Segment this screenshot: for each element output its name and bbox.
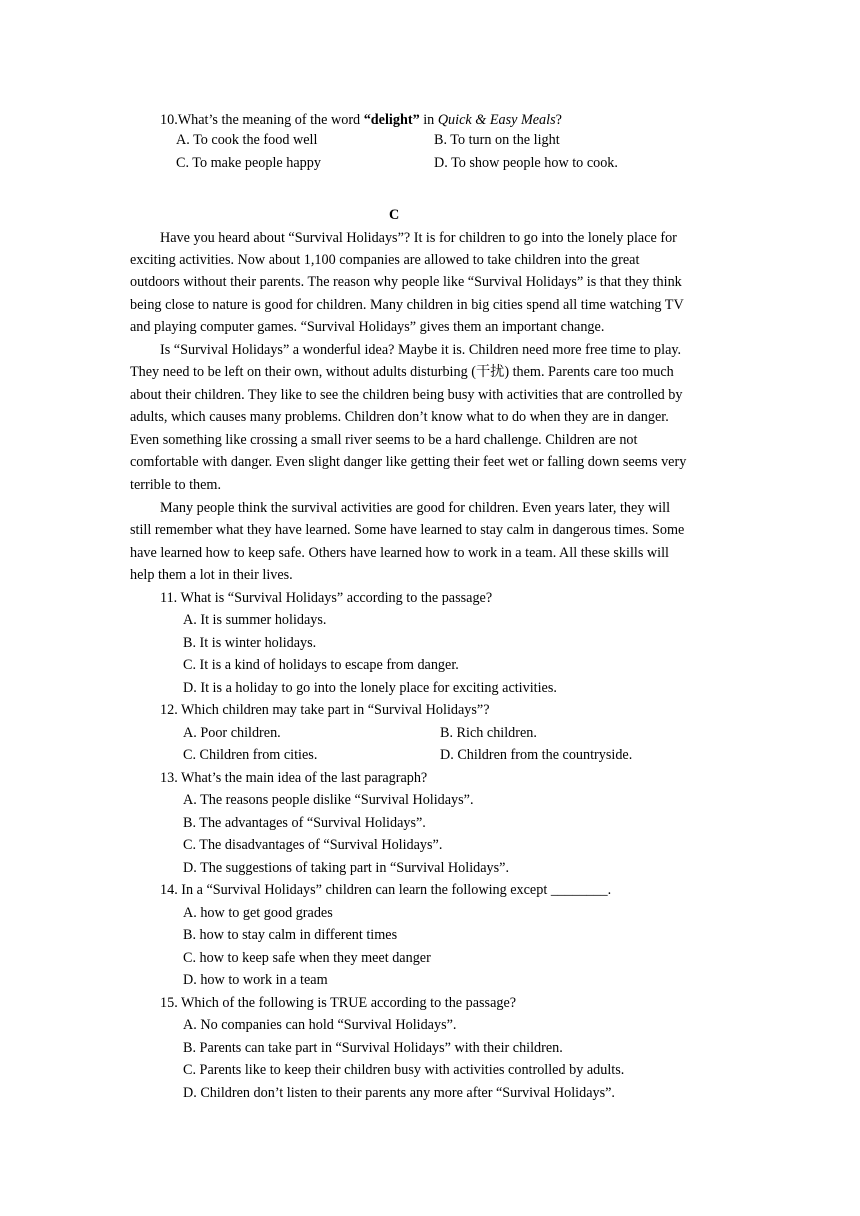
passage-p2-line: They need to be left on their own, without adults disturbing (干扰) them. Parents care too much xyxy=(130,364,674,380)
question-15-option-d: D. Children don’t listen to their parents any more after “Survival Holidays”. xyxy=(183,1085,615,1101)
question-10-option-b: B. To turn on the light xyxy=(434,132,560,148)
passage-p1-line: outdoors without their parents. The reason why people like “Survival Holidays” is that they think xyxy=(130,274,682,290)
question-10-keyword: “delight” xyxy=(363,112,420,128)
question-10-source-title: Quick & Easy Meals xyxy=(437,112,556,128)
question-10-stem-mid: in xyxy=(419,112,438,128)
question-15-option-a: A. No companies can hold “Survival Holidays”. xyxy=(183,1017,457,1033)
passage-p3-line: help them a lot in their lives. xyxy=(130,567,293,583)
question-13-option-b: B. The advantages of “Survival Holidays”. xyxy=(183,815,426,831)
passage-p2-line: Is “Survival Holidays” a wonderful idea? Maybe it is. Children need more free time to play. xyxy=(160,342,682,358)
passage-p1-line: exciting activities. Now about 1,100 companies are allowed to take children into the great xyxy=(130,252,640,268)
question-13-option-c: C. The disadvantages of “Survival Holidays”. xyxy=(183,837,443,853)
question-10-option-a: A. To cook the food well xyxy=(176,132,318,148)
question-14-option-a: A. how to get good grades xyxy=(183,905,333,921)
question-11-option-c: C. It is a kind of holidays to escape from danger. xyxy=(183,657,459,673)
question-10-stem-suffix: ? xyxy=(555,112,562,128)
question-11-option-b: B. It is winter holidays. xyxy=(183,635,317,651)
passage-p1-line: being close to nature is good for children. Many children in big cities spend all time watching TV xyxy=(130,297,684,313)
question-11-option-a: A. It is summer holidays. xyxy=(183,612,327,628)
passage-p1-line: Have you heard about “Survival Holidays”? It is for children to go into the lonely place for xyxy=(160,230,677,246)
question-12-option-c: C. Children from cities. xyxy=(183,747,318,763)
question-15-stem: 15. Which of the following is TRUE according to the passage? xyxy=(160,995,517,1011)
question-11-stem: 11. What is “Survival Holidays” according to the passage? xyxy=(160,590,493,606)
question-10-option-c: C. To make people happy xyxy=(176,155,321,171)
passage-p3-line: Many people think the survival activities are good for children. Even years later, they will xyxy=(160,500,671,516)
question-12-option-d: D. Children from the countryside. xyxy=(440,747,633,763)
section-heading: C xyxy=(389,207,400,223)
question-13-option-a: A. The reasons people dislike “Survival Holidays”. xyxy=(183,792,474,808)
passage-p3-line: still remember what they have learned. Some have learned to stay calm in dangerous times. Some xyxy=(130,522,685,538)
passage-p2-line: about their children. They like to see the children being busy with activities that are controlled by xyxy=(130,387,683,403)
question-11-option-d: D. It is a holiday to go into the lonely place for exciting activities. xyxy=(183,680,557,696)
question-10-stem-prefix: 10.What’s the meaning of the word xyxy=(160,112,364,128)
passage-p2-line: Even something like crossing a small river seems to be a hard challenge. Children are not xyxy=(130,432,638,448)
question-14-option-b: B. how to stay calm in different times xyxy=(183,927,398,943)
question-12-option-a: A. Poor children. xyxy=(183,725,281,741)
passage-p2-line: adults, which causes many problems. Children don’t know what to do when they are in danger. xyxy=(130,409,669,425)
question-10-option-d: D. To show people how to cook. xyxy=(434,155,618,171)
passage-p3-line: have learned how to keep safe. Others have learned how to work in a team. All these skills will xyxy=(130,545,669,561)
question-13-option-d: D. The suggestions of taking part in “Survival Holidays”. xyxy=(183,860,510,876)
question-15-option-b: B. Parents can take part in “Survival Holidays” with their children. xyxy=(183,1040,563,1056)
question-14-stem: 14. In a “Survival Holidays” children can learn the following except ________. xyxy=(160,882,612,898)
passage-p2-line: comfortable with danger. Even slight danger like getting their feet wet or falling down seems very xyxy=(130,454,687,470)
question-12-stem: 12. Which children may take part in “Survival Holidays”? xyxy=(160,702,490,718)
passage-p1-line: and playing computer games. “Survival Holidays” gives them an important change. xyxy=(130,319,605,335)
question-13-stem: 13. What’s the main idea of the last paragraph? xyxy=(160,770,428,786)
question-10-stem xyxy=(160,111,562,129)
passage-p2-line: terrible to them. xyxy=(130,477,222,493)
question-14-option-c: C. how to keep safe when they meet danger xyxy=(183,950,431,966)
question-12-option-b: B. Rich children. xyxy=(440,725,537,741)
question-14-option-d: D. how to work in a team xyxy=(183,972,328,988)
question-15-option-c: C. Parents like to keep their children busy with activities controlled by adults. xyxy=(183,1062,625,1078)
